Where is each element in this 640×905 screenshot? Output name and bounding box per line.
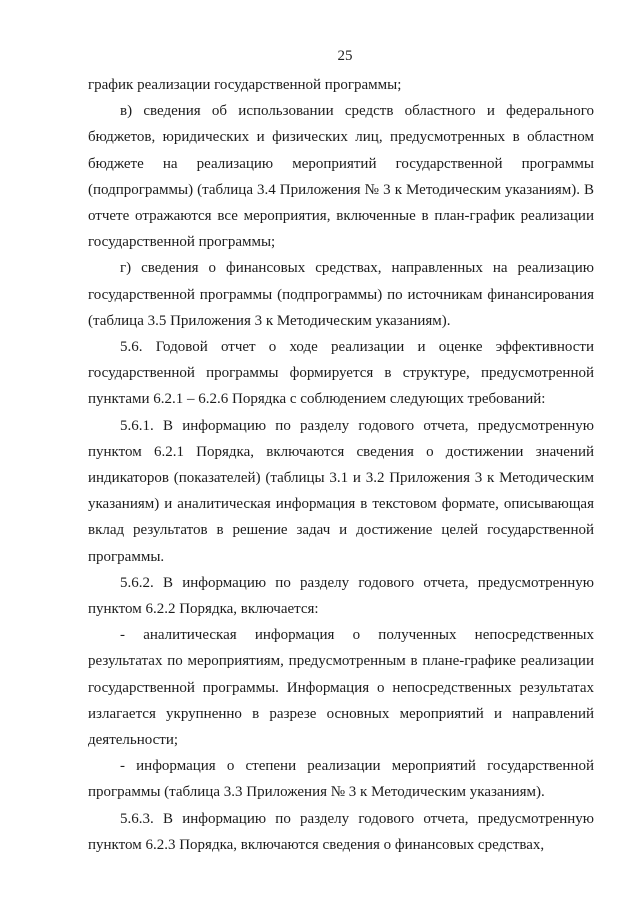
paragraph: 5.6.1. В информацию по разделу годового отчета, предусмотренную пунктом 6.2.1 Порядка, включаются сведения о достижении значений индикаторов (показателей) (таблицы 3.1 и 3.2 Приложения 3 к Методическим указаниям) и аналитическая информация в текстовом формате, описывающая вклад результатов в решение задач и достижение целей государственной программы. [88,417,594,565]
page-number: 25 [337,48,353,64]
paragraph: - аналитическая информация о полученных непосредственных результатах по мероприятиям, предусмотренным в плане-графике реализации государственной программы. Информация о непосредственных результатах излагается укрупненно в разрезе основных мероприятий и направлений деятельности; [88,627,594,749]
document-body [88,72,594,858]
paragraph: график реализации государственной программы; [88,77,402,93]
paragraph: 5.6.3. В информацию по разделу годового отчета, предусмотренную пунктом 6.2.3 Порядка, включаются сведения о финансовых средствах, [88,810,594,853]
paragraph: - информация о степени реализации мероприятий государственной программы (таблица 3.3 Приложения № 3 к Методическим указаниям). [88,758,594,801]
paragraph: 5.6. Годовой отчет о ходе реализации и оценке эффективности государственной программы формируется в структуре, предусмотренной пунктами 6.2.1 – 6.2.6 Порядка с соблюдением следующих требований: [88,339,594,408]
paragraph: г) сведения о финансовых средствах, направленных на реализацию государственной программы (подпрограммы) по источникам финансирования (таблица 3.5 Приложения 3 к Методическим указаниям). [88,260,594,329]
paragraph: 5.6.2. В информацию по разделу годового отчета, предусмотренную пунктом 6.2.2 Порядка, включается: [88,574,594,618]
paragraph: в) сведения об использовании средств областного и федерального бюджетов, юридических и физических лиц, предусмотренных в областном бюджете на реализацию мероприятий государственной программы (подпрограммы) (таблица 3.4 Приложения № 3 к Методическим указаниям). В отчете отражаются все мероприятия, включенные в план-график реализации государственной программы; [88,103,594,251]
